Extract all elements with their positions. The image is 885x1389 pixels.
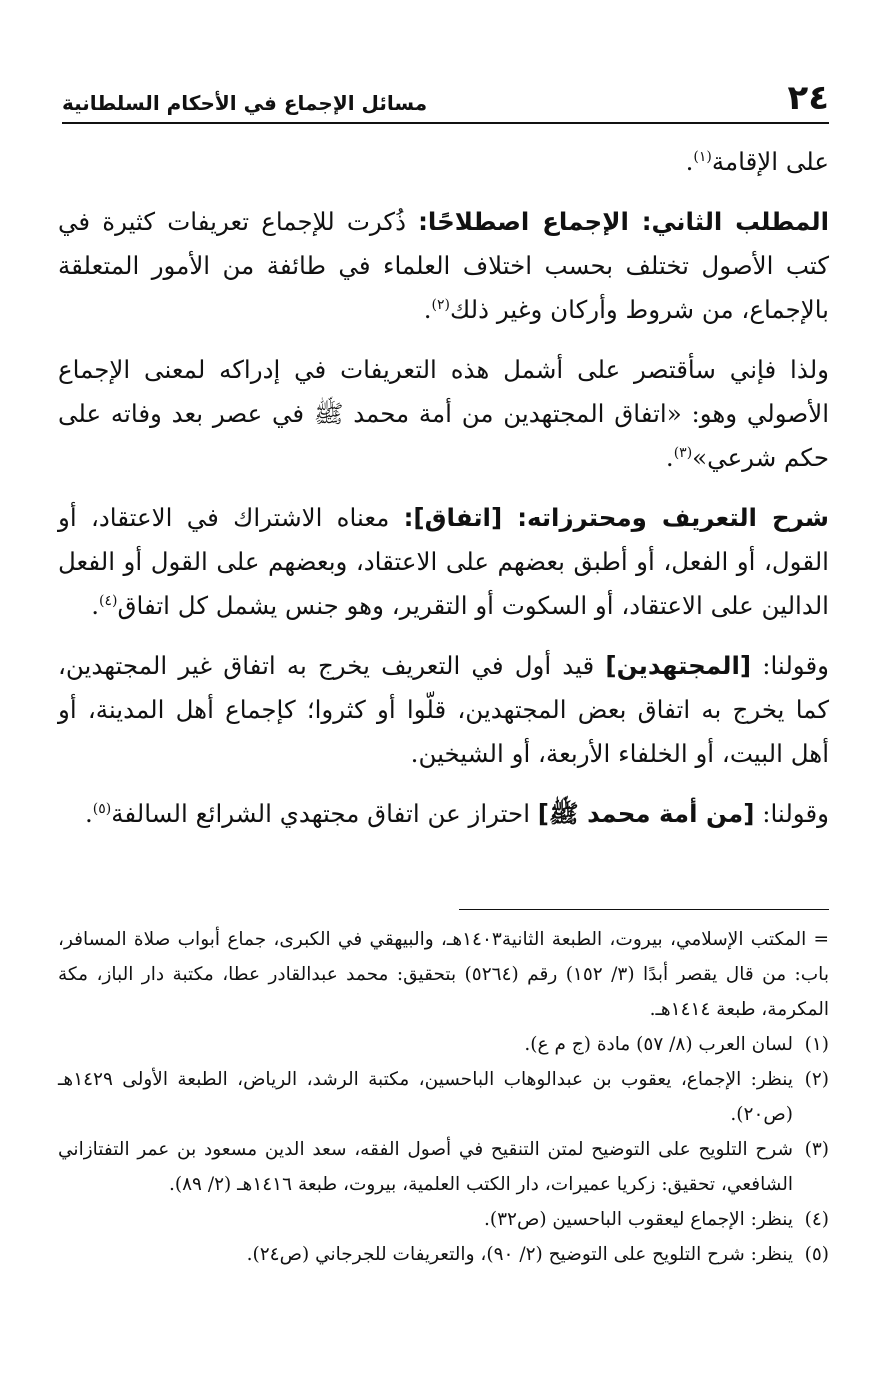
footnote-ref-3: (٣): [673, 444, 693, 461]
paragraph-1-text: على الإقامة: [711, 147, 829, 176]
paragraph-6-text: احتراز عن اتفاق مجتهدي الشرائع السالفة: [111, 799, 538, 828]
footnotes: [58, 922, 829, 1272]
term-mujtahidin: [المجتهدين]: [605, 651, 752, 680]
paragraph-6: [58, 792, 829, 836]
footnote-text: ينظر: الإجماع ليعقوب الباحسين (ص٣٢).: [483, 1209, 793, 1230]
footnote-text: ينظر: شرح التلويح على التوضيح (٢/ ٩٠)، والتعريفات للجرجاني (ص٢٤).: [246, 1244, 793, 1265]
footnote-5: [58, 1237, 829, 1272]
footnote-ref-4: (٤): [99, 592, 118, 609]
footnote-separator: [459, 909, 829, 910]
paragraph-2-text: ذُكرت للإجماع تعريفات كثيرة في كتب الأصول تختلف بحسب اختلاف العلماء في طائفة من الأمور المتعلقة بالإجماع، من شروط وأركان وغير ذلك: [58, 207, 829, 324]
section-heading-2: شرح التعريف ومحترزاته: [اتفاق]:: [403, 503, 829, 532]
paragraph-3-text: ولذا فإني سأقتصر على أشمل هذه التعريفات في إدراكه لمعنى الإجماع الأصولي وهو: «اتفاق المجتهدين من أمة محمد ﷺ في عصر بعد وفاته على حكم شرعي»: [58, 355, 829, 472]
paragraph-4-end: .: [91, 591, 100, 620]
paragraph-5-text: قيد أول في التعريف يخرج به اتفاق غير المجتهدين، كما يخرج به اتفاق بعض المجتهدين، قلّوا أو كثروا؛ كإجماع أهل المدينة، أو أهل البيت، أو الخلفاء الأربعة، أو الشيخين.: [58, 651, 829, 768]
footnote-2: [58, 1062, 829, 1132]
paragraph-6-end: .: [84, 799, 93, 828]
paragraph-2: [58, 200, 829, 332]
paragraph-1: [58, 140, 829, 184]
paragraph-1-end: .: [685, 147, 694, 176]
paragraph-2-end: .: [423, 295, 432, 324]
footnote-number: (٢): [804, 1069, 829, 1090]
main-text: [58, 140, 829, 852]
paragraph-6-lead: وقولنا:: [754, 799, 829, 828]
paragraph-3-end: .: [665, 443, 674, 472]
footnote-ref-5: (٥): [92, 800, 112, 817]
paragraph-3: [58, 348, 829, 480]
page-header: [62, 78, 829, 124]
section-heading-1: المطلب الثاني: الإجماع اصطلاحًا:: [418, 207, 830, 236]
paragraph-4-text: معناه الاشتراك في الاعتقاد، أو القول، أو الفعل، أو أطبق بعضهم على الاعتقاد، وبعضهم على القول أو الفعل الدالين على الاعتقاد، أو السكوت أو التقرير، وهو جنس يشمل كل اتفاق: [58, 503, 829, 620]
footnote-continuation: = المكتب الإسلامي، بيروت، الطبعة الثانية١٤٠٣هـ، والبيهقي في الكبرى، جماع أبواب صلاة المسافر، باب: من قال يقصر أبدًا (٣/ ١٥٢) رقم (٥٢٦٤) بتحقيق: محمد عبدالقادر عطا، مكتبة دار الباز، مكة المكرمة، طبعة ١٤١٤هـ.: [58, 929, 830, 1020]
footnote-text: شرح التلويح على التوضيح لمتن التنقيح في أصول الفقه، سعد الدين مسعود بن عمر التفتازاني الشافعي، تحقيق: زكريا عميرات، دار الكتب العلمية، بيروت، طبعة ١٤١٦هـ (٢/ ٨٩).: [58, 1139, 793, 1195]
paragraph-5: [58, 644, 829, 776]
term-ummat-muhammad: [من أمة محمد ﷺ]: [537, 799, 755, 828]
footnote-number: (٥): [804, 1244, 829, 1265]
footnote-text: لسان العرب (٨/ ٥٧) مادة (ج م ع).: [524, 1034, 793, 1055]
footnote-1: [58, 1027, 829, 1062]
paragraph-4: [58, 496, 829, 628]
footnote-ref-1: (١): [693, 148, 712, 165]
footnote-number: (٣): [804, 1139, 829, 1160]
footnote-4: [58, 1202, 829, 1237]
footnote-number: (١): [804, 1034, 829, 1055]
footnote-3: [58, 1132, 829, 1202]
page-number: ٢٤: [787, 78, 829, 118]
footnote-text: ينظر: الإجماع، يعقوب بن عبدالوهاب الباحسين، مكتبة الرشد، الرياض، الطبعة الأولى ١٤٢٩هـ (ص٢٠).: [58, 1069, 793, 1125]
footnote-ref-2: (٢): [431, 296, 451, 313]
paragraph-5-lead: وقولنا:: [751, 651, 829, 680]
running-title: مسائل الإجماع في الأحكام السلطانية: [62, 91, 428, 115]
footnote-number: (٤): [804, 1209, 829, 1230]
